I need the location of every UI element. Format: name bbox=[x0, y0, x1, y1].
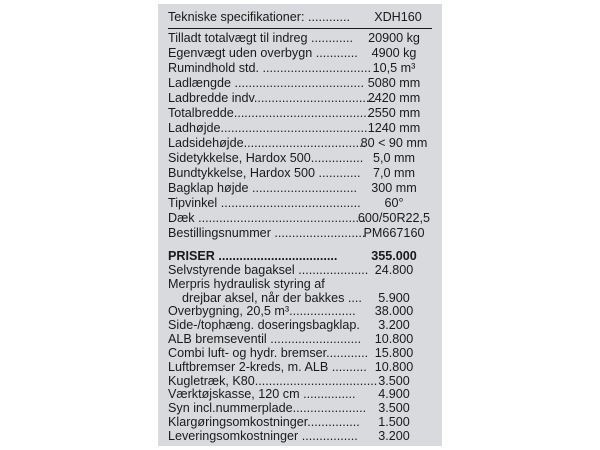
spec-label: Ladbredde indv................................... bbox=[168, 91, 377, 105]
price-value: 3.500 bbox=[378, 373, 410, 388]
spec-value: 2420 mm bbox=[367, 91, 421, 105]
price-label: Luftbremser 2-kreds, m. ALB .......... bbox=[168, 359, 367, 374]
price-label: Klargøringsomkostninger............... bbox=[168, 415, 360, 430]
spec-row bbox=[168, 61, 432, 76]
price-value: 10.800 bbox=[374, 359, 414, 374]
price-value: 38.000 bbox=[374, 304, 414, 319]
price-row bbox=[168, 415, 432, 430]
price-label: Overbygning, 20,5 m³................... bbox=[168, 304, 356, 319]
spec-label: Rumindhold std. ............................... bbox=[168, 61, 371, 75]
model-number: XDH160 bbox=[374, 10, 422, 24]
spec-value: 80 < 90 mm bbox=[360, 136, 428, 150]
spec-label: Bestillingsnummer .......................... bbox=[168, 226, 366, 240]
price-label: Merpris hydraulisk styring af bbox=[168, 276, 325, 291]
price-value: 10.800 bbox=[374, 332, 414, 347]
price-value: 3.200 bbox=[378, 318, 410, 333]
price-value: 15.800 bbox=[374, 345, 414, 360]
price-row bbox=[168, 277, 432, 292]
spec-row bbox=[168, 151, 432, 166]
spec-header bbox=[168, 10, 432, 29]
spec-value: 1240 mm bbox=[367, 121, 421, 135]
spec-value: 7,0 mm bbox=[373, 166, 415, 180]
price-label: ALB bremseventil .......................... bbox=[168, 332, 362, 347]
spec-label: Ladhøjde.......................................... bbox=[168, 121, 368, 135]
spec-label: Dæk ................................................ bbox=[168, 211, 367, 225]
price-value: 1.500 bbox=[378, 415, 410, 430]
prices-header-label: PRISER .................................. bbox=[168, 249, 338, 263]
spec-label: Totalbredde....................................... bbox=[168, 106, 371, 120]
price-label: Combi luft- og hydr. bremser............ bbox=[168, 345, 369, 360]
prices-header bbox=[168, 249, 432, 264]
spec-row bbox=[168, 226, 432, 241]
spec-row bbox=[168, 196, 432, 211]
spec-label: Bundtykkelse, Hardox 500 ............ bbox=[168, 166, 361, 180]
price-row bbox=[168, 387, 432, 402]
spec-label: Ladlængde ..................................... bbox=[168, 76, 364, 90]
spec-row bbox=[168, 181, 432, 196]
spec-header-label: Tekniske specifikationer: ............ bbox=[168, 10, 350, 24]
price-value: 3.200 bbox=[378, 429, 410, 443]
price-label: Syn incl.nummerplade..................... bbox=[168, 401, 367, 416]
price-value: 5.900 bbox=[378, 290, 410, 305]
price-label: Leveringsomkostninger ................ bbox=[168, 429, 358, 443]
price-row bbox=[168, 374, 432, 389]
spec-row bbox=[168, 106, 432, 121]
spec-value: 5,0 mm bbox=[373, 151, 415, 165]
price-row bbox=[168, 360, 432, 375]
base-price: 355.000 bbox=[371, 249, 417, 263]
spec-label: Tilladt totalvægt til indreg ............ bbox=[168, 31, 354, 45]
spec-label: Tipvinkel ........................................ bbox=[168, 196, 361, 210]
spec-value: 600/50R22,5 bbox=[357, 211, 431, 225]
price-value: 3.500 bbox=[378, 401, 410, 416]
spec-label: Egenvægt uden overbygn ............ bbox=[168, 46, 358, 60]
spec-value: 10,5 m³ bbox=[372, 61, 416, 75]
price-row bbox=[168, 318, 432, 333]
price-row bbox=[168, 291, 432, 306]
price-row bbox=[168, 401, 432, 416]
price-row bbox=[168, 304, 432, 319]
price-label: Selvstyrende bagaksel .................... bbox=[168, 262, 369, 277]
spec-row bbox=[168, 136, 432, 151]
spec-value: 60° bbox=[384, 196, 404, 210]
spec-label: Bagklap højde .............................. bbox=[168, 181, 357, 195]
spec-row bbox=[168, 91, 432, 106]
price-value: 24.800 bbox=[374, 262, 414, 277]
spec-value: PM667160 bbox=[363, 226, 425, 240]
spec-value: 300 mm bbox=[371, 181, 417, 195]
spec-row bbox=[168, 31, 432, 46]
spec-value: 5080 mm bbox=[367, 76, 421, 90]
spec-label: Sidetykkelse, Hardox 500............... bbox=[168, 151, 364, 165]
spec-value: 20900 kg bbox=[368, 31, 420, 45]
spec-value: 4900 kg bbox=[371, 46, 417, 60]
price-label: Side-/tophæng. doseringsbagklap. bbox=[168, 318, 360, 333]
spec-row bbox=[168, 166, 432, 181]
price-row bbox=[168, 263, 432, 278]
spec-row bbox=[168, 211, 432, 226]
spec-label: Ladsidehøjde................................... bbox=[168, 136, 367, 150]
price-row bbox=[168, 429, 432, 444]
price-row bbox=[168, 332, 432, 347]
spec-sheet-panel bbox=[158, 4, 442, 446]
spec-row bbox=[168, 121, 432, 136]
price-row bbox=[168, 346, 432, 361]
spec-row bbox=[168, 76, 432, 91]
spec-row bbox=[168, 46, 432, 61]
price-label: Værktøjskasse, 120 cm ............... bbox=[168, 387, 356, 402]
spec-value: 2550 mm bbox=[367, 106, 421, 120]
price-value: 4.900 bbox=[378, 387, 410, 402]
price-label: drejbar aksel, når der bakkes .... bbox=[168, 290, 362, 305]
price-label: Kugletræk, K80................................... bbox=[168, 373, 378, 388]
